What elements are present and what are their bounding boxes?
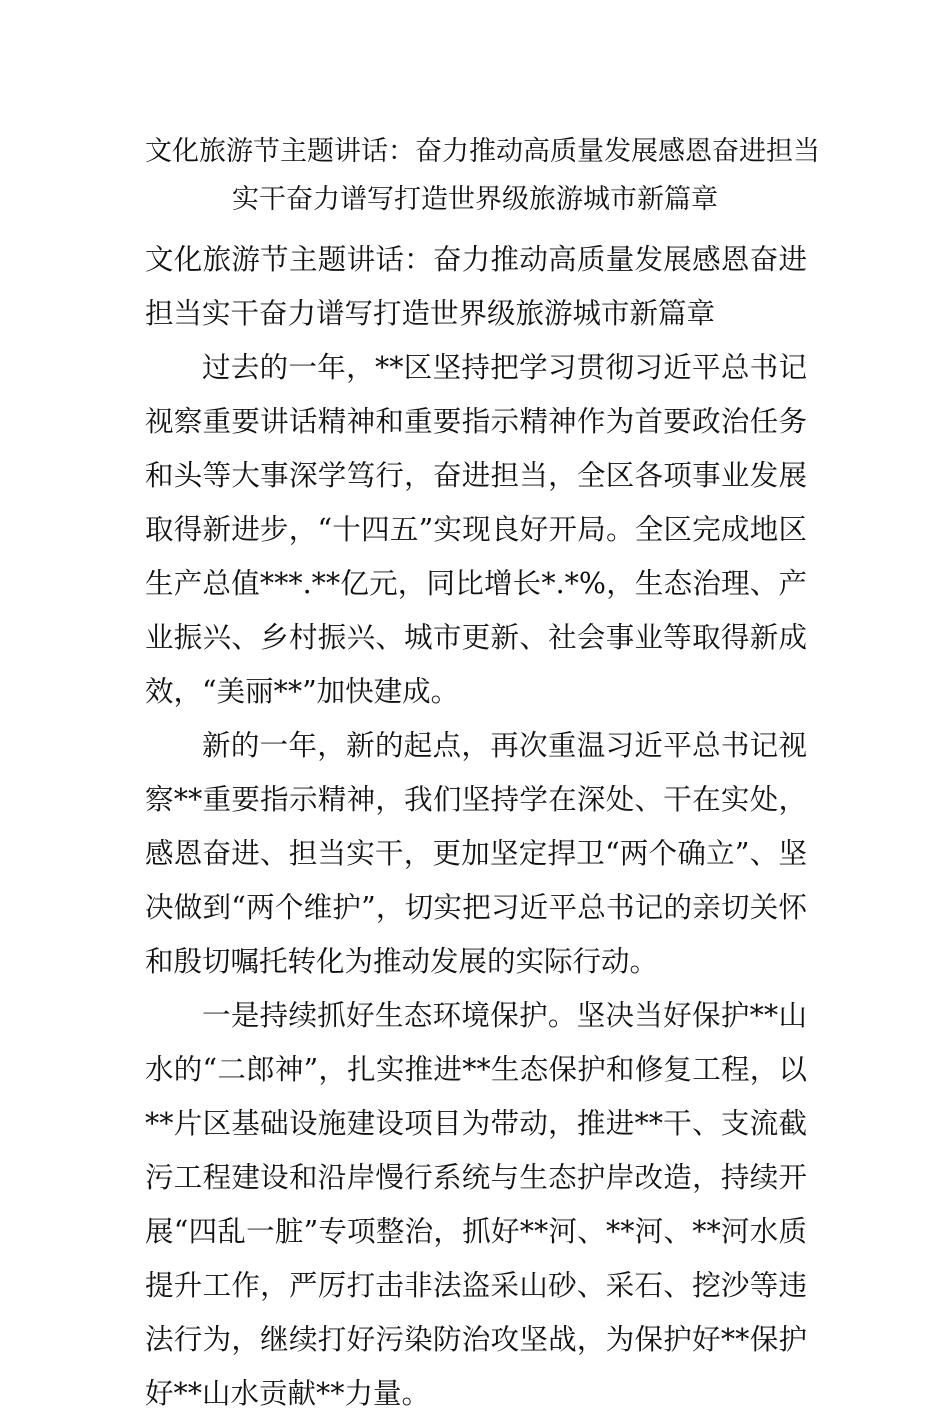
document-body — [145, 233, 807, 1421]
repeated-heading: 文化旅游节主题讲话：奋力推动高质量发展感恩奋进担当实干奋力谱写打造世界级旅游城市新篇章 — [145, 243, 807, 330]
document-title — [145, 128, 820, 224]
paragraph-1: 过去的一年，**区坚持把学习贯彻习近平总书记视察重要讲话精神和重要指示精神作为首要政治任务和头等大事深学笃行，奋进担当，全区各项事业发展取得新进步，“十四五”实现良好开局。全区完成地区生产总值***.**亿元，同比增长*.*%，生态治理、产业振兴、乡村振兴、城市更新、社会事业等取得新成效，“美丽**”加快建成。 — [145, 351, 807, 708]
paragraph-2: 新的一年，新的起点，再次重温习近平总书记视察**重要指示精神，我们坚持学在深处、干在实处，感恩奋进、担当实干，更加坚定捍卫“两个确立”、坚决做到“两个维护”，切实把习近平总书记的亲切关怀和殷切嘱托转化为推动发展的实际行动。 — [145, 729, 807, 978]
title-line-2: 实干奋力谱写打造世界级旅游城市新篇章 — [232, 184, 718, 215]
title-line-1: 文化旅游节主题讲话：奋力推动高质量发展感恩奋进担当 — [145, 136, 820, 167]
paragraph-3: 一是持续抓好生态环境保护。坚决当好保护**山水的“二郎神”，扎实推进**生态保护和修复工程，以**片区基础设施建设项目为带动，推进**干、支流截污工程建设和沿岸慢行系统与生态护岸改造，持续开展“四乱一脏”专项整治，抓好**河、**河、**河水质提升工作，严厉打击非法盗采山砂、采石、挖沙等违法行为，继续打好污染防治攻坚战，为保护好**保护好**山水贡献**力量。 — [145, 999, 807, 1410]
